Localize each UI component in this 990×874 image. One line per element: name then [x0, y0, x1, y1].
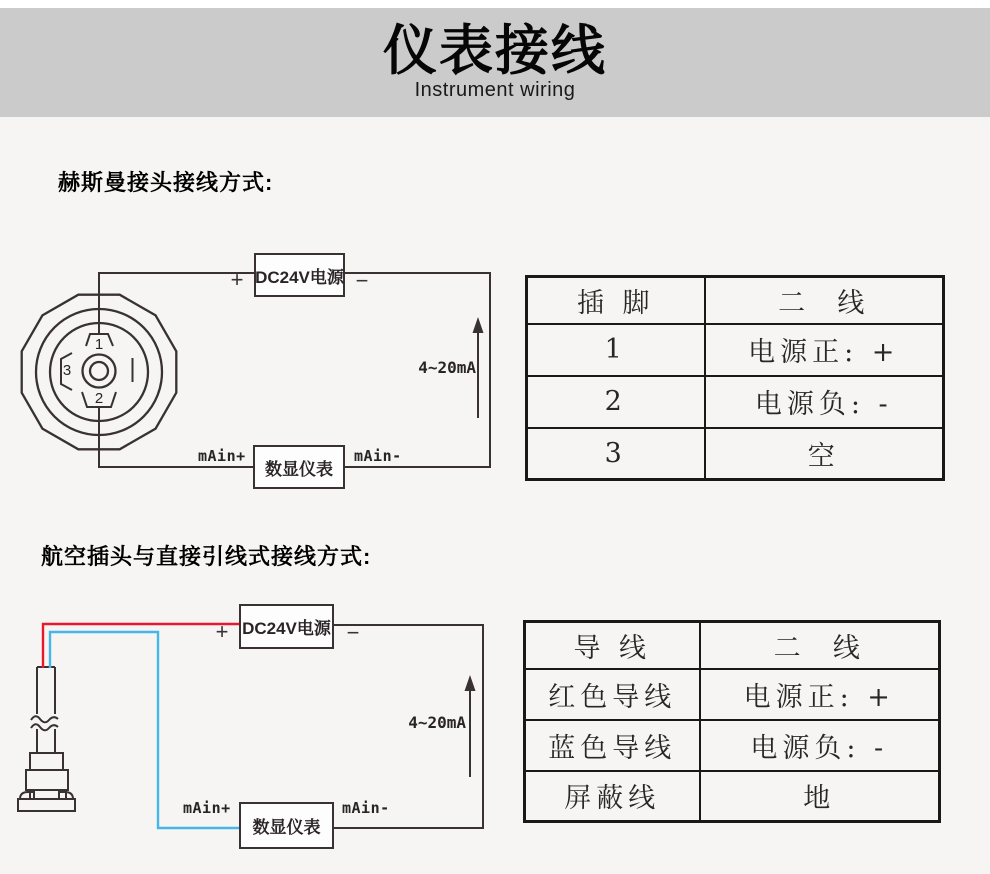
sensor-base-plate	[18, 799, 75, 811]
current-range-label-1: 4~20mA	[418, 358, 476, 377]
table-row	[527, 376, 944, 428]
pin-cell: 2	[527, 376, 705, 428]
table-row	[525, 720, 940, 771]
table-row	[525, 771, 940, 822]
pin1-number: 1	[94, 336, 104, 353]
plus-sign-1: +	[230, 267, 244, 292]
wire-color-table	[523, 620, 941, 823]
wire-cell: 红色导线	[525, 669, 700, 720]
function-cell: 空	[705, 428, 944, 480]
current-arrow-head-1	[473, 317, 484, 333]
pin3-number: 3	[62, 362, 72, 379]
wire-cell: 蓝色导线	[525, 720, 700, 771]
table-header-row	[525, 622, 940, 669]
pin-function-table	[525, 275, 945, 481]
pin-cell: 3	[527, 428, 705, 480]
table-row	[527, 428, 944, 480]
ma-in-plus-label-1: mAin+	[198, 447, 246, 465]
table-header-row	[527, 277, 944, 324]
function-cell: 电源正: +	[705, 324, 944, 376]
function-cell: 电源负: -	[705, 376, 944, 428]
wire-cell: 屏蔽线	[525, 771, 700, 822]
connector-hub-outer	[83, 355, 116, 388]
table-row	[525, 669, 940, 720]
dc24v-power-box-2: DC24V电源	[239, 604, 334, 649]
pin2-number: 2	[94, 390, 104, 407]
sensor-neck	[30, 753, 63, 770]
ma-in-minus-label-2: mAin-	[342, 799, 390, 817]
pin-cell: 1	[527, 324, 705, 376]
wire-column-header: 导 线	[525, 622, 700, 669]
sensor-probe	[18, 667, 75, 811]
two-wire-column-header: 二 线	[705, 277, 944, 324]
page-title: 仪表接线	[383, 20, 607, 81]
cable-break-wave-bottom	[31, 724, 58, 730]
page-subtitle: Instrument wiring	[414, 79, 576, 102]
sensor-base-bump-left	[20, 792, 34, 799]
current-arrow-head-2	[465, 675, 476, 691]
cable-break-wave-top	[31, 716, 58, 722]
two-wire-column-header: 二 线	[700, 622, 940, 669]
red-wire	[43, 624, 239, 668]
connector-hub-inner	[90, 362, 108, 380]
digital-meter-box-1: 数显仪表	[253, 445, 345, 489]
current-range-label-2: 4~20mA	[408, 713, 466, 732]
ma-in-plus-label-2: mAin+	[183, 799, 231, 817]
sensor-cable	[37, 667, 55, 753]
digital-meter-box-2: 数显仪表	[239, 802, 334, 849]
section-heading-hirschmann: 赫斯曼接头接线方式:	[58, 170, 274, 195]
table-row	[527, 324, 944, 376]
minus-sign-2: −	[346, 620, 360, 645]
function-cell: 电源正: +	[700, 669, 940, 720]
minus-sign-1: −	[355, 268, 369, 293]
plus-sign-2: +	[215, 619, 229, 644]
sensor-body	[26, 770, 68, 790]
ma-in-minus-label-1: mAin-	[354, 447, 402, 465]
pin-column-header: 插 脚	[527, 277, 705, 324]
dc24v-power-box-1: DC24V电源	[254, 253, 345, 297]
function-cell: 电源负: -	[700, 720, 940, 771]
section-heading-aviation: 航空插头与直接引线式接线方式:	[41, 544, 372, 569]
function-cell: 地	[700, 771, 940, 822]
